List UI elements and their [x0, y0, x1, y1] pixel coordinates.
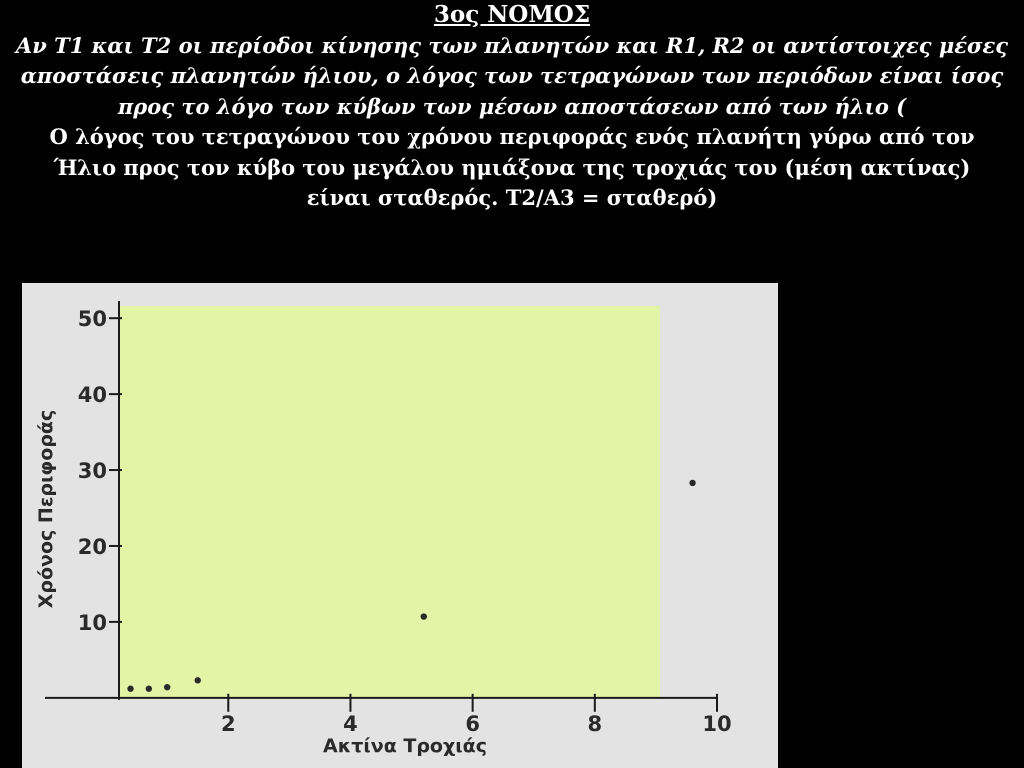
data-point — [689, 480, 695, 486]
data-point — [127, 686, 133, 692]
x-tick-label: 10 — [702, 711, 732, 736]
chart-panel — [22, 283, 778, 768]
slide-title: 3ος ΝΟΜΟΣ — [433, 1, 591, 28]
y-tick-label: 50 — [77, 307, 107, 332]
data-point — [146, 686, 152, 692]
y-tick-label: 10 — [77, 610, 107, 635]
x-axis-title: Ακτίνα Τροχιάς — [323, 735, 487, 757]
plot-background — [119, 306, 660, 698]
law-statement: Αν Τ1 και Τ2 οι περίοδοι κίνησης των πλανητών και R1, R2 οι αντίστοιχες μέσες αποστάσεις πλανητών ήλιου, ο λόγος των τετραγώνων των περιόδων είναι ίσος προς το λόγο των κύβων των μέσων αποστάσεων από των ήλιο ( — [15, 32, 1009, 119]
scatter-chart — [22, 283, 778, 768]
data-point — [195, 677, 201, 683]
x-tick-label: 2 — [220, 711, 236, 736]
y-tick-label: 30 — [77, 459, 107, 484]
y-tick-label: 20 — [77, 534, 107, 559]
slide-text — [0, 0, 1024, 214]
x-tick-label: 4 — [343, 711, 358, 736]
y-axis-title: Χρόνος Περιφοράς — [35, 409, 57, 609]
y-tick-label: 40 — [77, 383, 107, 408]
data-point — [421, 613, 427, 619]
x-tick-label: 8 — [587, 711, 603, 736]
x-tick-label: 6 — [465, 711, 480, 736]
data-point — [164, 684, 170, 690]
plot-layer — [119, 306, 660, 698]
law-explanation: Ο λόγος του τετραγώνου του χρόνου περιφοράς ενός πλανήτη γύρω από τον Ήλιο προς τον κύβο του μεγάλου ημιάξονα της τροχιάς του (μέση ακτίνας) είναι σταθερός. Τ2/Α3 = σταθερό) — [49, 124, 975, 210]
